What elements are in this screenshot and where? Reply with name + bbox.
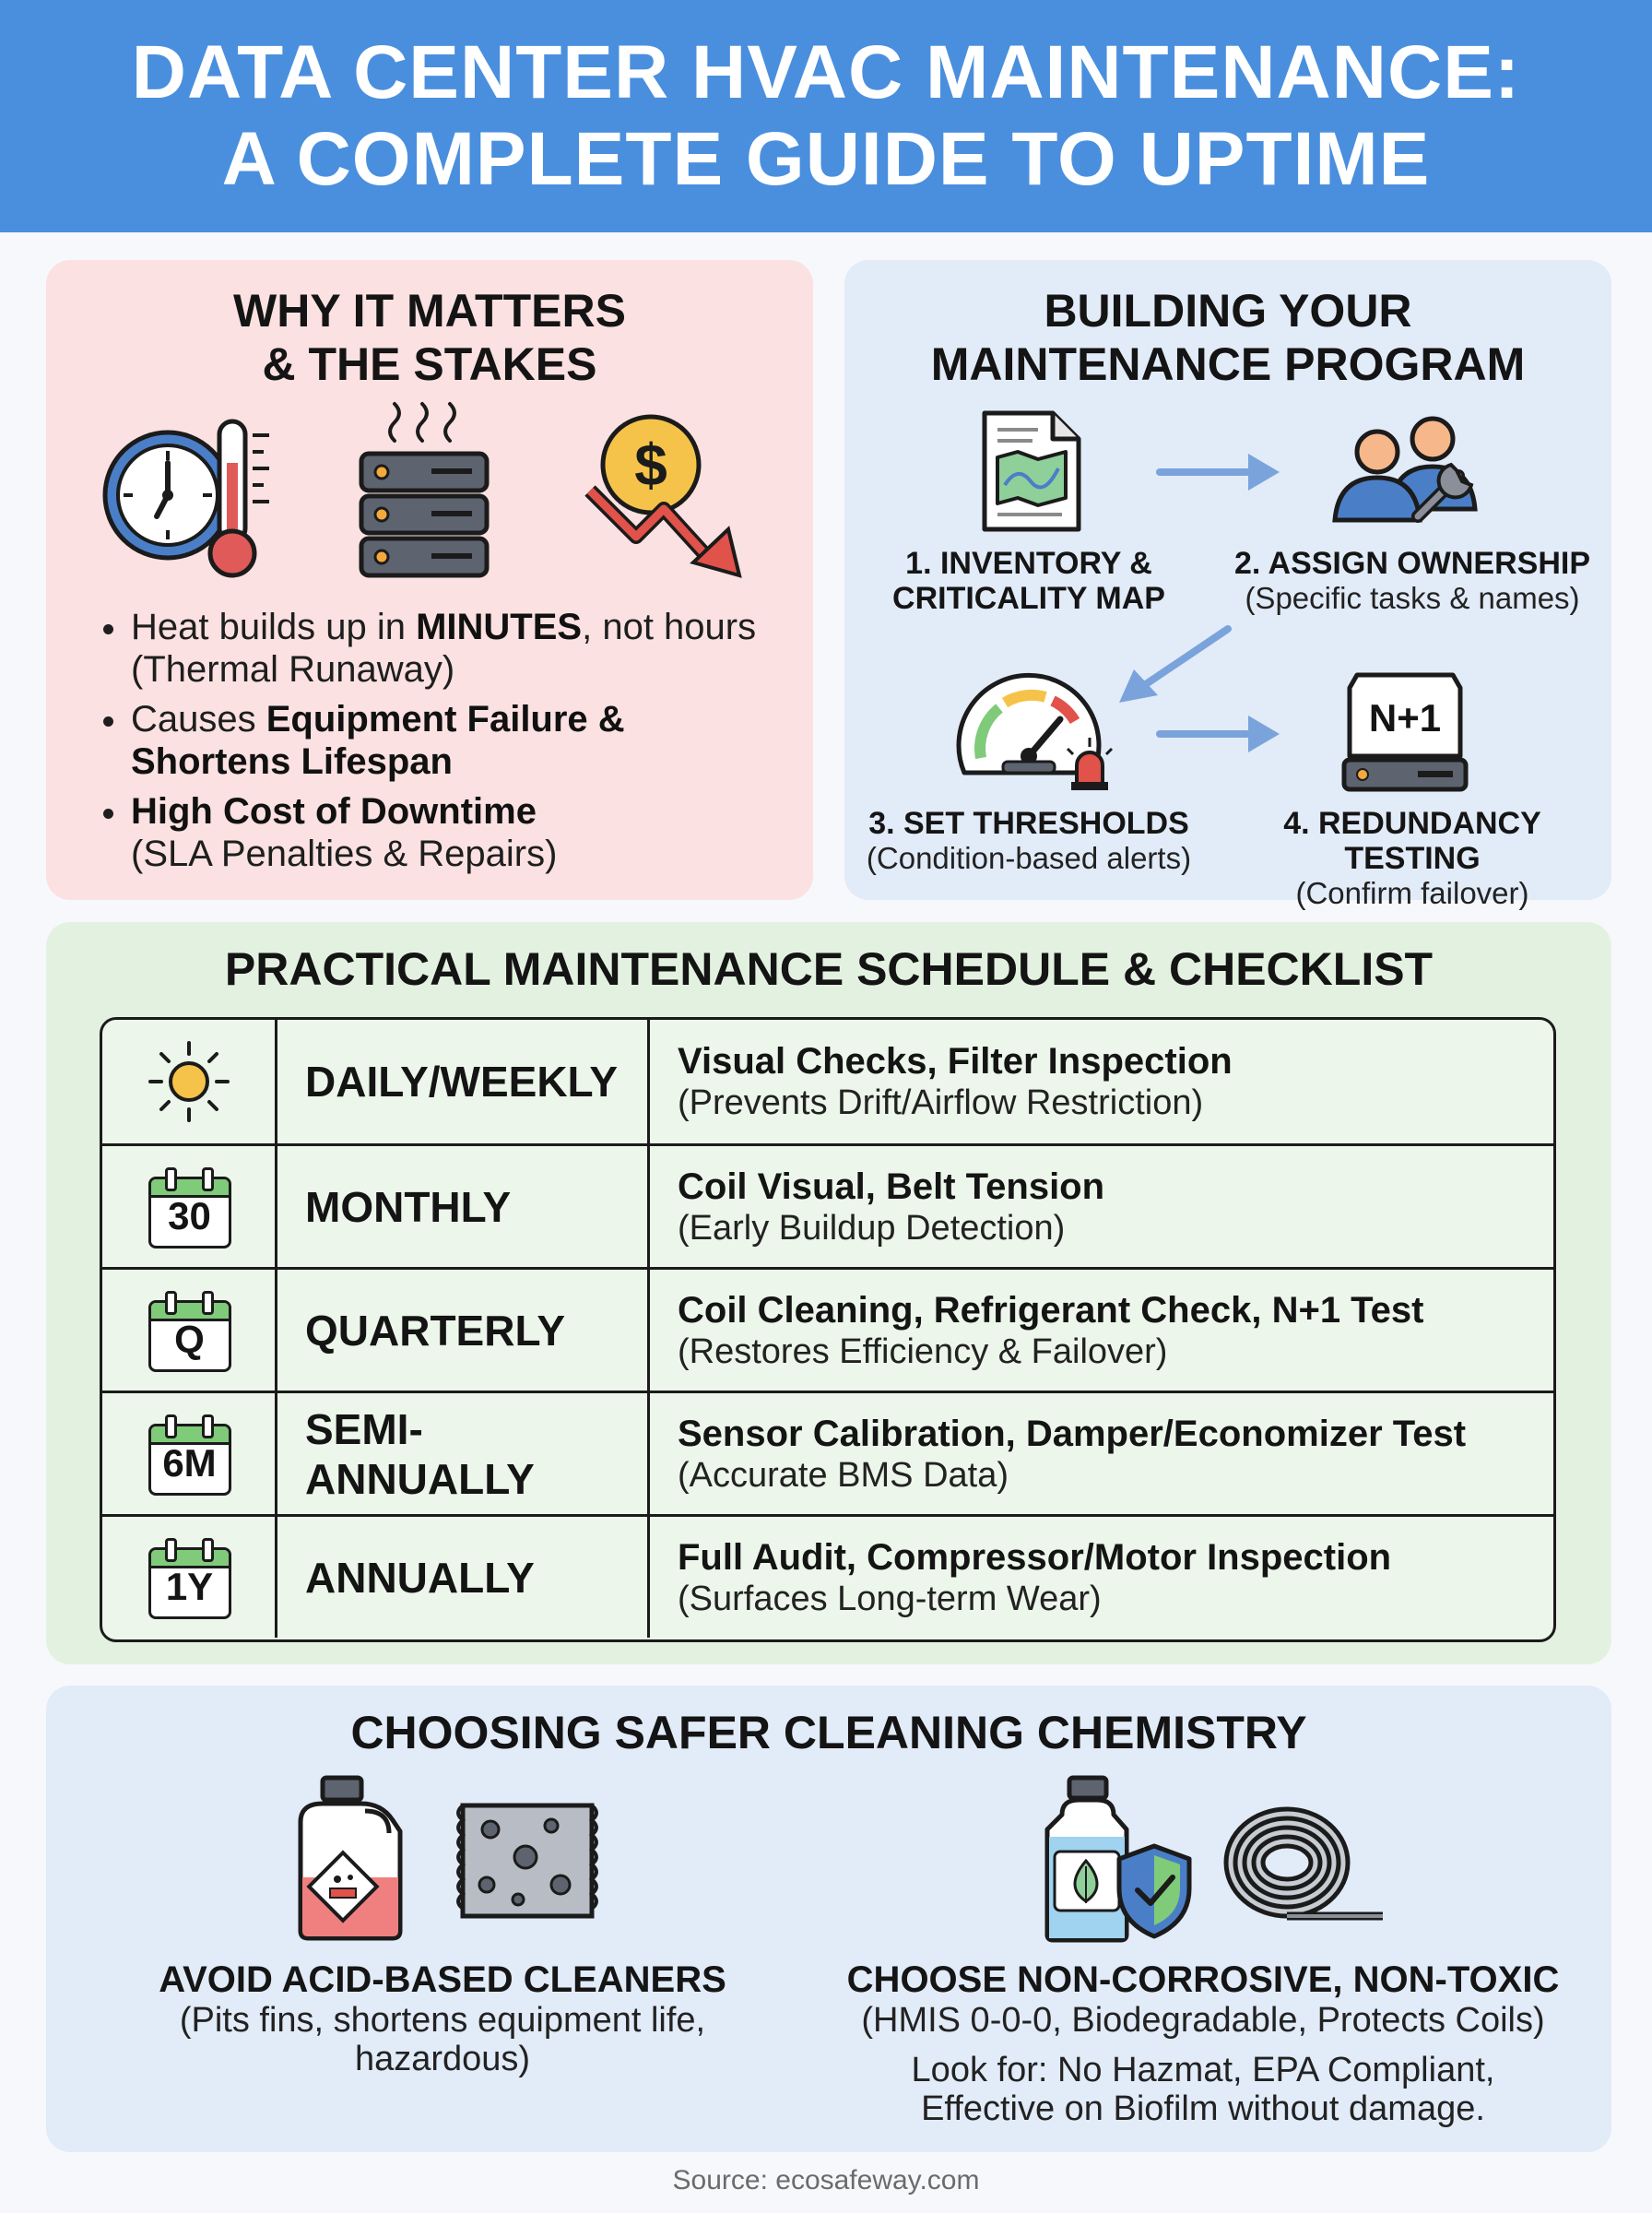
avoid-sub-1: (Pits fins, shortens equipment life, bbox=[179, 2001, 706, 2040]
why-bullets bbox=[100, 606, 800, 882]
page-header bbox=[0, 0, 1652, 232]
look-for-line-2: Effective on Biofilm without damage. bbox=[921, 2089, 1485, 2128]
task-note: (Accurate BMS Data) bbox=[678, 1455, 1009, 1495]
clock-thermometer-icon bbox=[101, 408, 286, 583]
avoid-sub-2: hazardous) bbox=[354, 2040, 531, 2078]
arrow-right-icon bbox=[1156, 706, 1285, 762]
frequency-label: DAILY/WEEKLY bbox=[277, 1020, 650, 1143]
chemistry-title: CHOOSING SAFER CLEANING CHEMISTRY bbox=[350, 1707, 1307, 1758]
corroded-fin-icon bbox=[450, 1796, 605, 1925]
program-step-3: 3. SET THRESHOLDS (Condition-based alerts) bbox=[866, 806, 1192, 875]
schedule-panel bbox=[46, 922, 1611, 1664]
program-step-2: 2. ASSIGN OWNERSHIP (Specific tasks & names) bbox=[1233, 546, 1591, 615]
task-note: (Restores Efficiency & Failover) bbox=[678, 1331, 1168, 1371]
program-title-line-2: MAINTENANCE PROGRAM bbox=[930, 338, 1526, 390]
program-step-1: 1. INVENTORY & CRITICALITY MAP bbox=[892, 546, 1165, 616]
calendar-icon: 6M bbox=[148, 1414, 230, 1494]
table-row bbox=[102, 1143, 1553, 1267]
choose-sub: (HMIS 0-0-0, Biodegradable, Protects Coils) bbox=[861, 2001, 1545, 2040]
table-row bbox=[102, 1514, 1553, 1638]
server-n1-icon bbox=[1340, 671, 1469, 793]
n1-badge-text: N+1 bbox=[1368, 696, 1442, 740]
task-label: Coil Visual, Belt Tension bbox=[678, 1166, 1105, 1207]
frequency-label: MONTHLY bbox=[277, 1146, 650, 1267]
calendar-icon: 1Y bbox=[148, 1538, 230, 1617]
page-title-line-1: DATA CENTER HVAC MAINTENANCE: bbox=[131, 30, 1521, 114]
page-title-line-2: A COMPLETE GUIDE TO UPTIME bbox=[221, 117, 1431, 201]
task-note: (Early Buildup Detection) bbox=[678, 1208, 1066, 1248]
choose-title: CHOOSE NON-CORROSIVE, NON-TOXIC bbox=[846, 1959, 1560, 2000]
maintenance-program-panel bbox=[844, 260, 1611, 910]
avoid-title: AVOID ACID-BASED CLEANERS bbox=[159, 1959, 726, 2000]
arrow-down-left-icon bbox=[1115, 621, 1235, 710]
why-icons bbox=[46, 408, 813, 583]
task-label: Visual Checks, Filter Inspection bbox=[678, 1041, 1233, 1082]
look-for-line-1: Look for: No Hazmat, EPA Compliant, bbox=[911, 2051, 1495, 2089]
sun-icon bbox=[143, 1035, 235, 1128]
frequency-label: QUARTERLY bbox=[277, 1270, 650, 1391]
chemistry-panel bbox=[46, 1686, 1611, 2152]
program-step-4: 4. REDUNDANCY TESTING (Confirm failover) bbox=[1283, 806, 1541, 910]
calendar-icon: 30 bbox=[148, 1167, 230, 1247]
avoid-acid-section bbox=[92, 1959, 793, 2078]
why-it-matters-panel bbox=[46, 260, 813, 900]
source-credit: Source: ecosafeway.com bbox=[672, 2165, 980, 2195]
coil-icon bbox=[1213, 1798, 1388, 1927]
green-bottle-shield-icon bbox=[1038, 1774, 1195, 1946]
why-title-line-2: & THE STAKES bbox=[262, 338, 597, 390]
frequency-label: SEMI-ANNUALLY bbox=[277, 1393, 650, 1514]
dollar-decline-icon bbox=[581, 408, 765, 583]
people-wrench-icon bbox=[1329, 408, 1486, 527]
why-title-line-1: WHY IT MATTERS bbox=[233, 285, 626, 337]
table-row bbox=[102, 1267, 1553, 1391]
frequency-label: ANNUALLY bbox=[277, 1517, 650, 1638]
acid-jug-icon bbox=[291, 1774, 407, 1942]
program-title-line-1: BUILDING YOUR bbox=[1044, 285, 1412, 337]
task-note: (Prevents Drift/Airflow Restriction) bbox=[678, 1083, 1204, 1122]
task-note: (Surfaces Long-term Wear) bbox=[678, 1579, 1102, 1618]
task-label: Full Audit, Compressor/Motor Inspection bbox=[678, 1536, 1392, 1578]
task-label: Coil Cleaning, Refrigerant Check, N+1 Test bbox=[678, 1289, 1424, 1331]
table-row bbox=[102, 1020, 1553, 1143]
task-label: Sensor Calibration, Damper/Economizer Test bbox=[678, 1413, 1467, 1454]
list-item: Heat builds up in MINUTES, not hours (Thermal Runaway) bbox=[100, 606, 800, 691]
svg-text:$: $ bbox=[634, 432, 667, 498]
list-item: High Cost of Downtime (SLA Penalties & Repairs) bbox=[100, 790, 800, 875]
table-row bbox=[102, 1391, 1553, 1514]
hot-server-icon bbox=[350, 395, 498, 588]
document-map-icon bbox=[977, 408, 1086, 535]
list-item: Causes Equipment Failure & Shortens Lifespan bbox=[100, 698, 800, 783]
schedule-table bbox=[100, 1017, 1556, 1642]
gauge-alarm-icon bbox=[953, 666, 1119, 795]
arrow-right-icon bbox=[1156, 444, 1285, 500]
calendar-icon: Q bbox=[148, 1291, 230, 1370]
choose-safe-section bbox=[830, 1959, 1576, 2128]
schedule-title: PRACTICAL MAINTENANCE SCHEDULE & CHECKLIST bbox=[224, 943, 1434, 995]
